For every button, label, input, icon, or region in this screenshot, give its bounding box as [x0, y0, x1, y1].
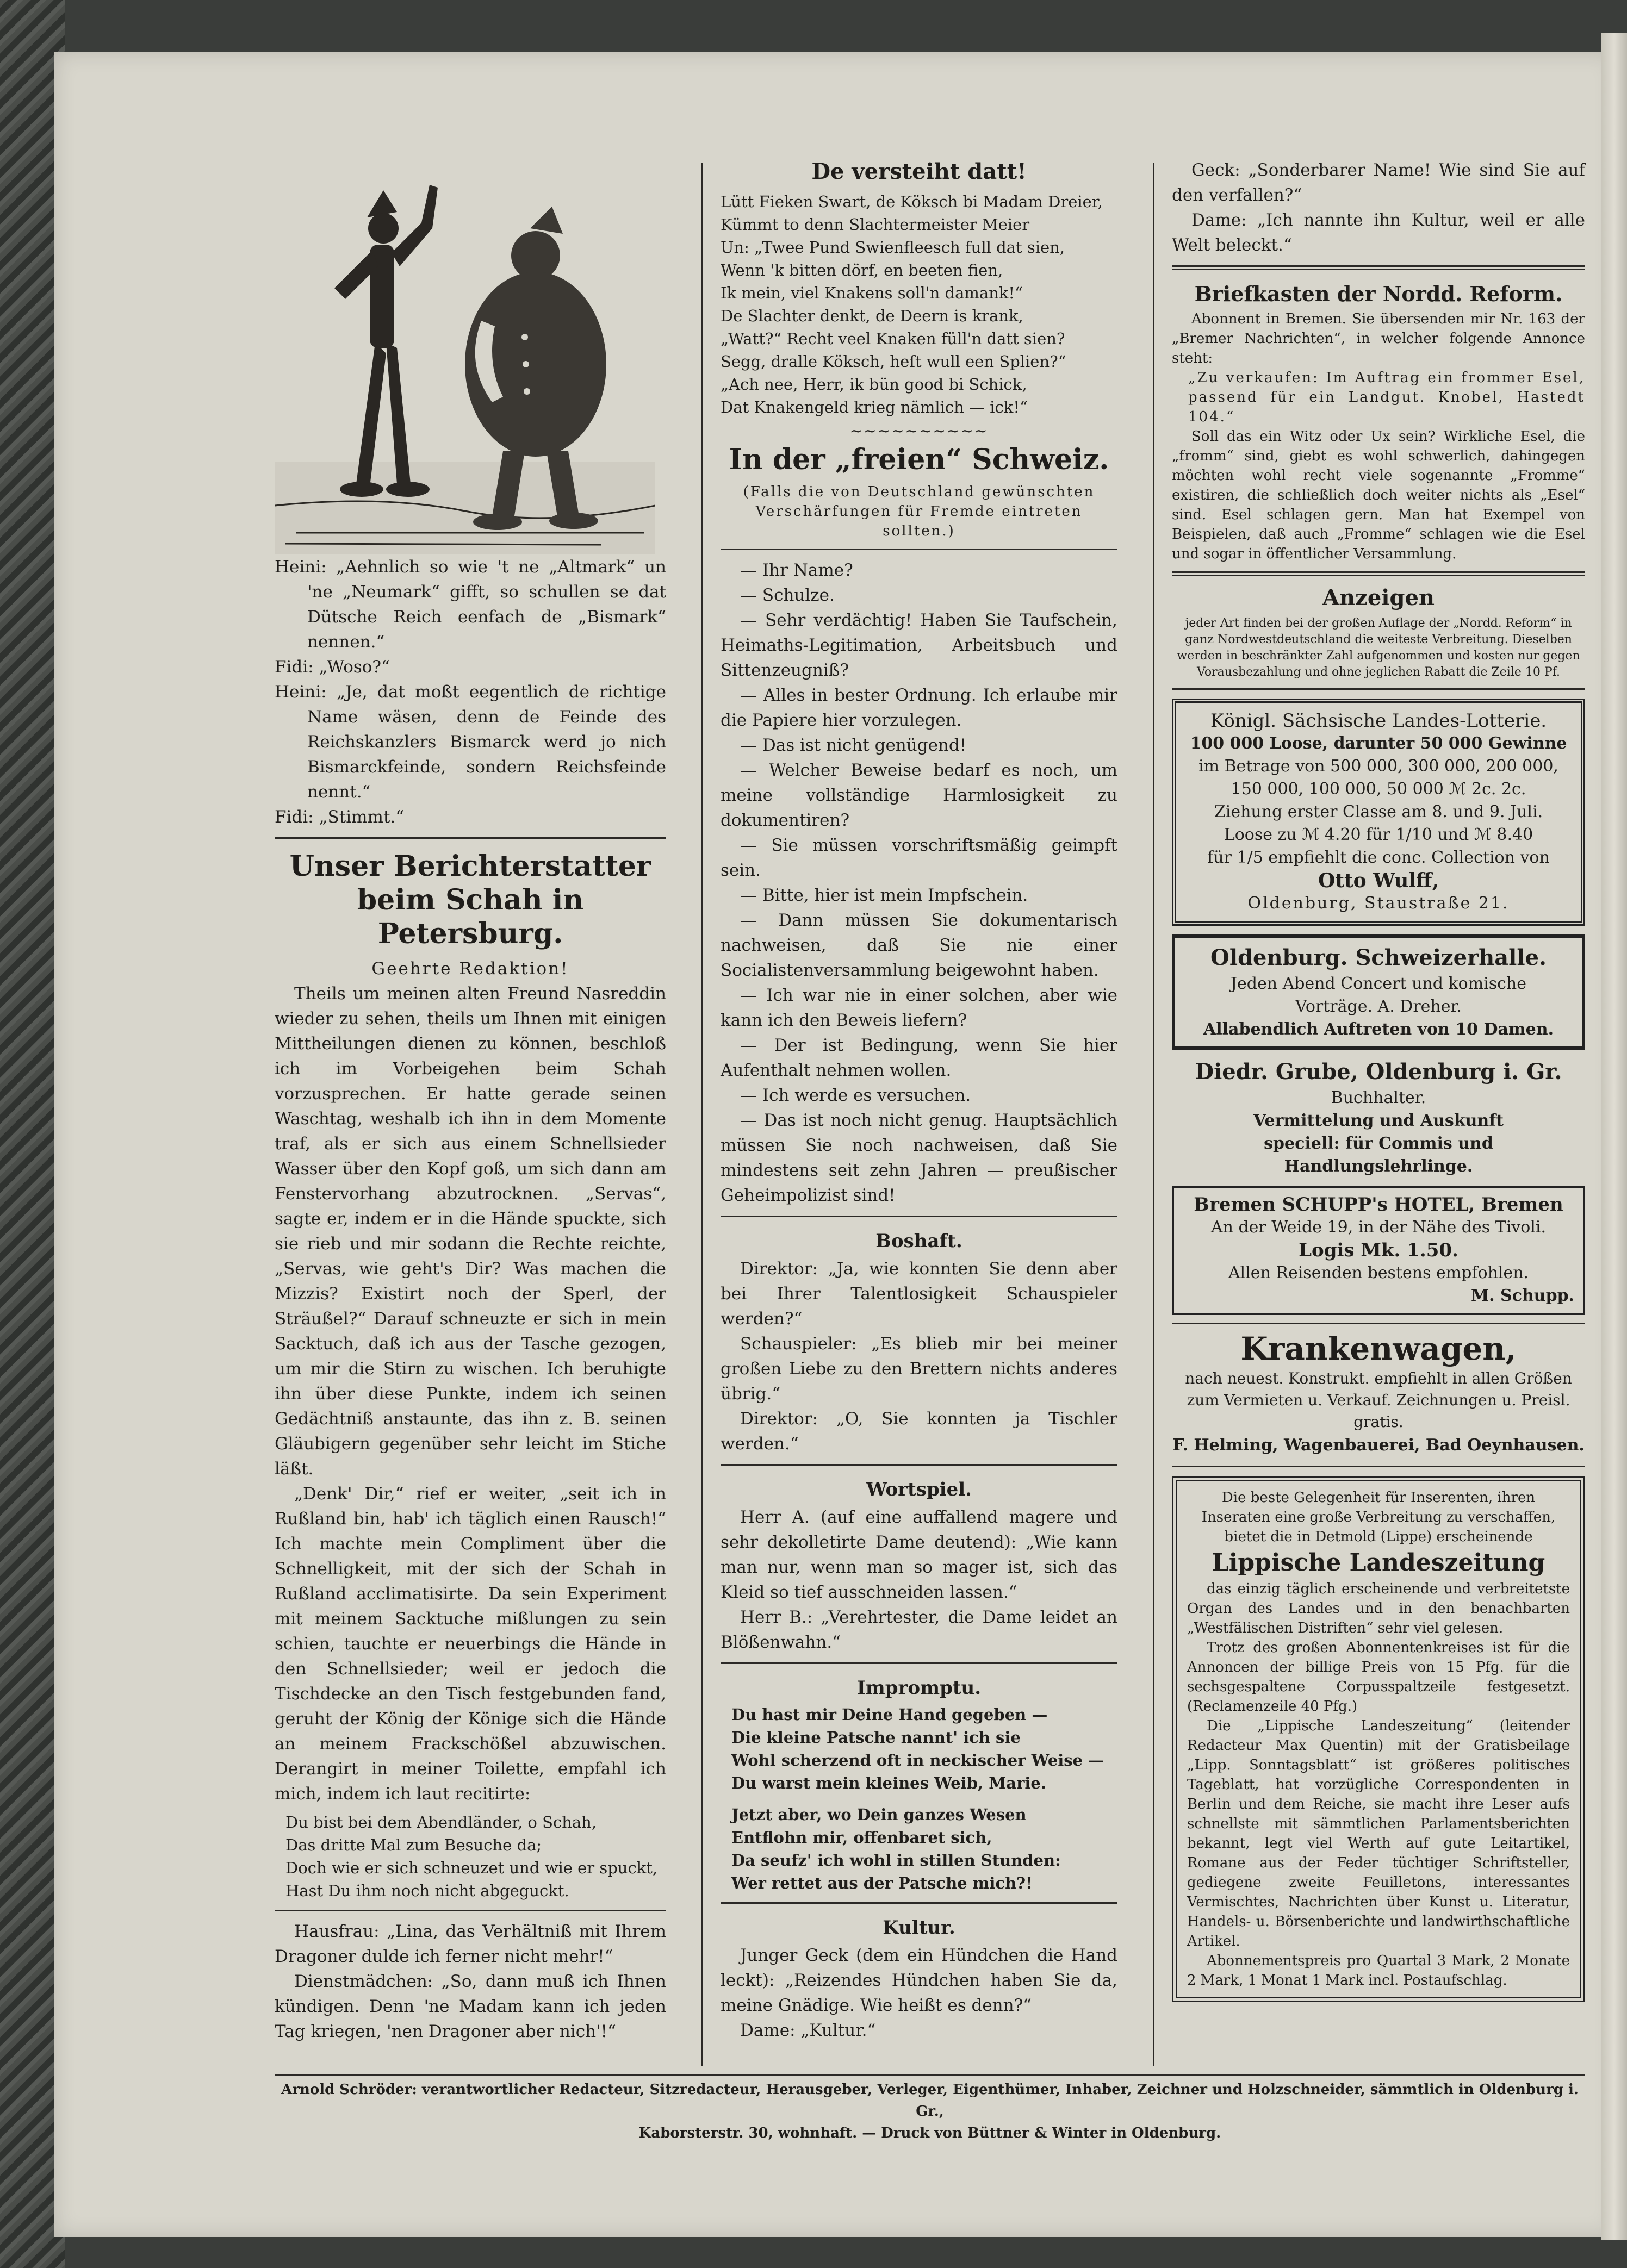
briefkasten-quote: „Zu verkaufen: Im Auftrag ein frommer Esel, passend für ein Landgut. Knobel, Hastedt 104.“ — [1188, 370, 1585, 425]
poem-line: Dat Knakengeld krieg nämlich — ick!“ — [721, 398, 1028, 416]
separator — [275, 1910, 666, 1911]
briefkasten-text: Abonnent in Bremen. Sie übersenden mir Nr. 163 der „Bremer Nachrichten“, in welcher folgende Annonce steht: — [1172, 311, 1585, 366]
ad-lotterie-title: Königl. Sächsische Landes-Lotterie. — [1210, 710, 1547, 732]
poem-title: De versteiht datt! — [811, 159, 1027, 184]
column-1 — [275, 158, 666, 2044]
dialog-line: Hausfrau: „Lina, das Verhältniß mit Ihrem Dragoner dulde ich ferner nicht mehr!“ — [275, 1922, 666, 1966]
dialog-line: Direktor: „Ja, wie konnten Sie denn aber bei Ihrer Talentlosigkeit Schauspieler werden?“ — [721, 1259, 1117, 1329]
ad-krankenwagen-signature: F. Helming, Wagenbauerei, Bad Oeynhausen. — [1172, 1436, 1585, 1455]
ad-schweizerhalle-line: Jeden Abend Concert und komische — [1230, 974, 1527, 993]
verse-line: Du bist bei dem Abendländer, o Schah, — [285, 1813, 597, 1831]
separator — [1172, 265, 1585, 270]
separator — [721, 1902, 1117, 1904]
briefkasten-title: Briefkasten der Nordd. Reform. — [1194, 282, 1563, 306]
separator — [1172, 688, 1585, 690]
article-paragraph: „Denk' Dir,“ rief er weiter, „seit ich in Rußland bin, hab' ich täglich einen Rausch!“ Ich machte mein Compliment über die Schnelligkeit, mit der sich der Schah in Rußland acclimatisirte. Da sein Experiment mit meinem Sacktuche mißlungen zu sein schien, tauchte er neuerbings die Hände in den Schnellsieder; weil er jedoch die Tischdecke an den Tisch festgebunden fand, geruht der König der Könige sich die Hände an meinem Frackschößel abzuwischen. Derangirt in meiner Toilette, empfahl ich mich, indem ich laut recitirte: — [275, 1484, 666, 1804]
article-paragraph: Theils um meinen alten Freund Nasreddin wieder zu sehen, theils um Ihnen mit einigen Mittheilungen dienen zu können, beschloß ich im Vorbeigehen beim Schah vorzusprechen. Er hatte gerade seinen Waschtag, weshalb ich ihn in dem Momente traf, als er sich aus einem Schnellsieder Wasser über den Kopf goß, um sich dann am Fenstervorhang abzutrocknen. „Servas“, sagte er, indem er in die Hände spuckte, sich sie rieb und mir sodann die Rechte reichte, „Servas, wie geht's Dir? Was machen die Mizzis? Existirt noch der Sperl, der Sträußel?“ Darauf schneuzte er sich in mein Sacktuch, daß ich aus der Tasche gezogen, um mir die Stirn zu wischen. Ich beruhigte ihn über diese Punkte, indem ich seinen Gedächtniß anstaunte, das ihn z. B. seinen Gläubigern gegenüber sehr leicht im Stiche läßt. — [275, 984, 666, 1479]
ad-krankenwagen-title: Krankenwagen, — [1240, 1330, 1517, 1367]
dialog-line: Heini: „Je, dat moßt eegentlich de richtige Name wäsen, denn de Feinde des Reichskanzlers Bismarck werd jo nich Bismarckfeinde, sondern Reichsfeinde nennt.“ — [275, 682, 666, 802]
ad-hotel-line: An der Weide 19, in der Nähe des Tivoli. — [1210, 1218, 1547, 1237]
dialog-line: — Sie müssen vorschriftsmäßig geimpft sein. — [721, 836, 1117, 880]
poem-line: Segg, dralle Köksch, heſt wull een Splien?“ — [721, 352, 1066, 371]
ad-hotel-line: Allen Reisenden bestens empfohlen. — [1228, 1263, 1529, 1282]
ad-grube — [1172, 1057, 1585, 1178]
dialog-line: — Das ist nicht genügend! — [740, 736, 967, 755]
poem-line: „Watt?“ Recht veel Knaken füll'n datt sien? — [721, 329, 1065, 348]
ad-grube-line: Buchhalter. — [1331, 1088, 1426, 1107]
ad-grube-title: Diedr. Grube, Oldenburg i. Gr. — [1195, 1059, 1562, 1085]
poem-line: Da seufz' ich wohl in stillen Stunden: — [731, 1851, 1061, 1870]
dialog-line: — Alles in bester Ordnung. Ich erlaube mir die Papiere hier vorzulegen. — [721, 686, 1117, 730]
ad-lotterie-address: Oldenburg, Staustraße 21. — [1247, 894, 1510, 913]
ad-lippische-text: das einzig täglich erscheinende und verbreitetste Organ des Landes und in den benachbarten „Westfälischen Distriften“ sehr viel gelesen. — [1187, 1581, 1570, 1636]
dialog-line: — Ich war nie in einer solchen, aber wie kann ich den Beweis liefern? — [721, 986, 1117, 1030]
poem-line: De Slachter denkt, de Deern is krank, — [721, 307, 1023, 325]
ad-lippische — [1172, 1476, 1585, 2002]
ad-lotterie — [1172, 699, 1585, 926]
impromptu-poem — [731, 1703, 1117, 1895]
verse-line: Das dritte Mal zum Besuche da; — [285, 1836, 542, 1854]
ad-lotterie-line: im Betrage von 500 000, 300 000, 200 000, — [1198, 757, 1558, 776]
article-title: Impromptu. — [856, 1677, 982, 1699]
column-3 — [1172, 158, 1585, 2011]
ad-grube-line: speciell: für Commis und Handlungslehrlinge. — [1264, 1134, 1493, 1176]
article-title: Wortspiel. — [866, 1479, 972, 1500]
article-subtitle: (Falls die von Deutschland gewünschten Verschärfungen für Fremde eintreten sollten.) — [743, 484, 1095, 539]
separator — [721, 1662, 1117, 1664]
dialog-line: — Der ist Bedingung, wenn Sie hier Aufenthalt nehmen wollen. — [721, 1036, 1117, 1080]
cartoon-illustration — [275, 158, 655, 554]
ad-lotterie-line: für 1/5 empfiehlt die conc. Collection von — [1207, 848, 1550, 867]
ad-schweizerhalle-line: Vorträge. A. Dreher. — [1295, 997, 1462, 1016]
ad-hotel-line: Logis Mk. 1.50. — [1299, 1239, 1458, 1261]
dialog-line: Dame: „Kultur.“ — [740, 2021, 876, 2040]
separator — [1172, 1466, 1585, 1467]
separator — [275, 837, 666, 839]
ad-lotterie-name: Otto Wulff, — [1318, 869, 1439, 892]
dialog-line: Fidi: „Stimmt.“ — [275, 807, 405, 827]
dialog-line: Junger Geck (dem ein Hündchen die Hand leckt): „Reizendes Hündchen haben Sie da, meine Gnädige. Wie heißt es denn?“ — [721, 1946, 1117, 2015]
ad-lippische-title: Lippische Landeszeitung — [1212, 1549, 1545, 1577]
verse-line: Doch wie er sich schneuzet und wie er spuckt, — [285, 1859, 658, 1877]
dialog-line: — Bitte, hier ist mein Impfschein. — [740, 886, 1028, 905]
imprint-line: Arnold Schröder: verantwortlicher Redacteur, Sitzredacteur, Herausgeber, Verleger, Eigenthümer, Inhaber, Zeichner und Holzschneider, sämmtlich in Oldenburg i. Gr., — [281, 2082, 1579, 2120]
dialog-line: Heini: „Aehnlich so wie 't ne „Altmark“ un 'ne „Neumark“ gifft, so schullen se dat Dütsche Reich eenfach de „Bismark“ nennen.“ — [275, 557, 666, 652]
ad-lotterie-line: Ziehung erster Classe am 8. und 9. Juli. — [1214, 802, 1543, 821]
ad-lotterie-line: Loose zu ℳ 4.20 für 1/10 und ℳ 8.40 — [1224, 825, 1533, 844]
column-rule-right — [1153, 163, 1154, 2066]
poem-line: Jetzt aber, wo Dein ganzes Wesen — [731, 1805, 1027, 1824]
ad-lippische-text: Die „Lippische Landeszeitung“ (leitender Redacteur Max Quentin) mit der Gratisbeilage „Lipp. Sonntagsblatt“ ist größeres politisches Tageblatt, hat vorzügliche Correspondenten in Berlin und dem Reiche, sie macht ihre Leser aufs schnellste mit sämmtlichen Parlamentsberichten bekannt, legt viel Werth auf gute Leitartikel, Romane aus der Feder tüchtiger Schriftsteller, gediegene zweite Feuilletons, interessantes Vermischtes, Nachrichten über Kunst u. Literatur, Handels- u. Börsenberichte und landwirthschaftliche Artikel. — [1187, 1718, 1570, 1949]
imprint-line: Kaborsterstr. 30, wohnhaft. — Druck von Büttner & Winter in Oldenburg. — [638, 2125, 1221, 2141]
dialog-line: — Das ist noch nicht genug. Hauptsächlich müssen Sie noch nachweisen, daß Sie mindestens seit zehn Jahren — preußischer Geheimpolizist sind! — [721, 1111, 1117, 1205]
dialog-line: — Welcher Beweise bedarf es noch, um meine vollständige Harmlosigkeit zu dokumentiren? — [721, 761, 1117, 830]
imprint-footer — [275, 2074, 1585, 2144]
ad-lippische-intro: Die beste Gelegenheit für Inserenten, ihren Inseraten eine große Verbreitung zu verschaffen, bietet die in Detmold (Lippe) erscheinende — [1201, 1490, 1556, 1545]
separator — [721, 1216, 1117, 1217]
separator — [721, 549, 1117, 550]
column-2 — [721, 158, 1117, 2043]
dialog-line: Direktor: „O, Sie konnten ja Tischler werden.“ — [721, 1409, 1117, 1454]
poem-line: Wer rettet aus der Patsche mich?! — [731, 1874, 1033, 1892]
poem-line: Un: „Twee Pund Swienfleesch full dat sien, — [721, 238, 1065, 257]
ad-lotterie-line: 150 000, 100 000, 50 000 ℳ 2c. 2c. — [1231, 780, 1526, 799]
ad-hotel-title: Bremen SCHUPP's HOTEL, Bremen — [1194, 1194, 1563, 1216]
poem — [721, 190, 1117, 419]
page-edge — [1601, 33, 1627, 2240]
poem-line: Du hast mir Deine Hand gegeben — — [731, 1705, 1048, 1724]
article-title: Kultur. — [883, 1917, 955, 1939]
dialog-line: — Schulze. — [740, 585, 835, 605]
ad-krankenwagen-text: nach neuest. Konstrukt. empfiehlt in allen Größen zum Vermieten u. Verkauf. Zeichnungen u. Preisl. gratis. — [1185, 1369, 1572, 1431]
ad-lippische-text: Abonnementspreis pro Quartal 3 Mark, 2 Monate 2 Mark, 1 Monat 1 Mark incl. Postaufschlag. — [1187, 1953, 1570, 1989]
ad-schweizerhalle — [1172, 934, 1585, 1050]
article-title: In der „freien“ Schweiz. — [729, 443, 1109, 476]
poem-line: Kümmt to denn Slachtermeister Meier — [721, 215, 1030, 234]
dialog-line: Dame: „Ich nannte ihn Kultur, weil er alle Welt beleckt.“ — [1172, 210, 1585, 255]
article-title: Boshaft. — [875, 1230, 962, 1252]
dialog-line: Herr B.: „Verehrtester, die Dame leidet an Blößenwahn.“ — [721, 1607, 1117, 1652]
wavy-divider: ~~~~~~~~~~ — [849, 422, 989, 440]
ad-lippische-text: Trotz des großen Abonnentenkreises ist für die Annoncen der billige Preis von 15 Pfg. für die sechsgespaltene Corpusspaltzeile festgesetzt. (Reclamenzeile 40 Pfg.) — [1187, 1640, 1570, 1715]
poem-line: Entflohn mir, offenbaret sich, — [731, 1828, 992, 1847]
dialog-line: — Ich werde es versuchen. — [740, 1086, 971, 1105]
poem-line: „Ach nee, Herr, ik bün good bi Schick, — [721, 375, 1027, 394]
separator — [1172, 571, 1585, 576]
dialog-line: Fidi: „Woso?“ — [275, 657, 390, 677]
verse — [285, 1811, 666, 1902]
ad-hotel-line: M. Schupp. — [1470, 1286, 1574, 1305]
salutation: Geehrte Redaktion! — [371, 959, 569, 979]
cartoon-two-men-image — [275, 158, 655, 554]
article-title: Unser Berichterstatter beim Schah in Petersburg. — [289, 850, 651, 950]
separator — [1172, 1323, 1585, 1324]
column-rule-left — [701, 163, 703, 2066]
ads-title: Anzeigen — [1322, 585, 1435, 610]
dialog-line: — Dann müssen Sie dokumentarisch nachweisen, daß Sie nie einer Socialistenversammlung beigewohnt haben. — [721, 911, 1117, 980]
ad-schweizerhalle-title: Oldenburg. Schweizerhalle. — [1210, 945, 1547, 970]
dialog-line: Herr A. (auf eine auffallend magere und sehr dekolletirte Dame deutend): „Wie kann man nur, wenn man so mager ist, sich das Kleid so tief ausschneiden lassen.“ — [721, 1507, 1117, 1602]
poem-line: Wenn 'k bitten dörf, en beeten fien, — [721, 261, 1003, 279]
ad-lotterie-line: 100 000 Loose, darunter 50 000 Gewinne — [1190, 734, 1567, 753]
separator — [721, 1464, 1117, 1466]
briefkasten-reply: Soll das ein Witz oder Ux sein? Wirkliche Esel, die „fromm“ sind, giebt es wohl schwerlich, dahingegen möchten wohl recht viele sogenannte „Fromme“ existiren, die schließlich doch weiter nichts als „Esel“ sind. Esel schlagen gern. Man hat Exempel von Beispielen, daß auch „Fromme“ schlagen wie die Esel und sogar in öffentlicher Versammlung. — [1172, 428, 1585, 562]
ad-hotel — [1172, 1186, 1585, 1315]
dialog-line: — Ihr Name? — [740, 560, 853, 580]
poem-line: Ik mein, viel Knakens soll'n damank!“ — [721, 284, 1023, 302]
dialog-line: Geck: „Sonderbarer Name! Wie sind Sie auf den verfallen?“ — [1172, 160, 1585, 205]
ad-schweizerhalle-line: Allabendlich Auftreten von 10 Damen. — [1203, 1020, 1554, 1039]
dialog-line: Schauspieler: „Es blieb mir bei meiner großen Liebe zu den Brettern nichts anderes übrig.“ — [721, 1334, 1117, 1404]
dialog-line: Dienstmädchen: „So, dann muß ich Ihnen kündigen. Denn 'ne Madam kann ich jeden Tag kriegen, 'nen Dragoner aber nich'!“ — [275, 1972, 666, 2041]
dialog-line: — Sehr verdächtig! Haben Sie Taufschein, Heimaths-Legitimation, Arbeitsbuch und Sittenzeugniß? — [721, 610, 1117, 680]
verse-line: Hast Du ihm noch nicht abgeguckt. — [285, 1881, 569, 1900]
poem-line: Lütt Fieken Swart, de Köksch bi Madam Dreier, — [721, 192, 1103, 211]
poem-line: Du warst mein kleines Weib, Marie. — [731, 1774, 1046, 1792]
ad-grube-line: Vermittelung und Auskunft — [1253, 1111, 1504, 1130]
poem-line: Die kleine Patsche nannt' ich sie — [731, 1728, 1021, 1747]
ads-text: jeder Art finden bei der großen Auflage der „Nordd. Reform“ in ganz Nordwestdeutschland die weiteste Verbreitung. Dieselben werden in beschränkter Zahl aufgenommen und kosten nur gegen Vorausbezahlung und ohne jeglichen Rabatt die Zeile 10 Pf. — [1177, 616, 1580, 679]
poem-line: Wohl scherzend oft in neckischer Weise — — [731, 1751, 1104, 1769]
